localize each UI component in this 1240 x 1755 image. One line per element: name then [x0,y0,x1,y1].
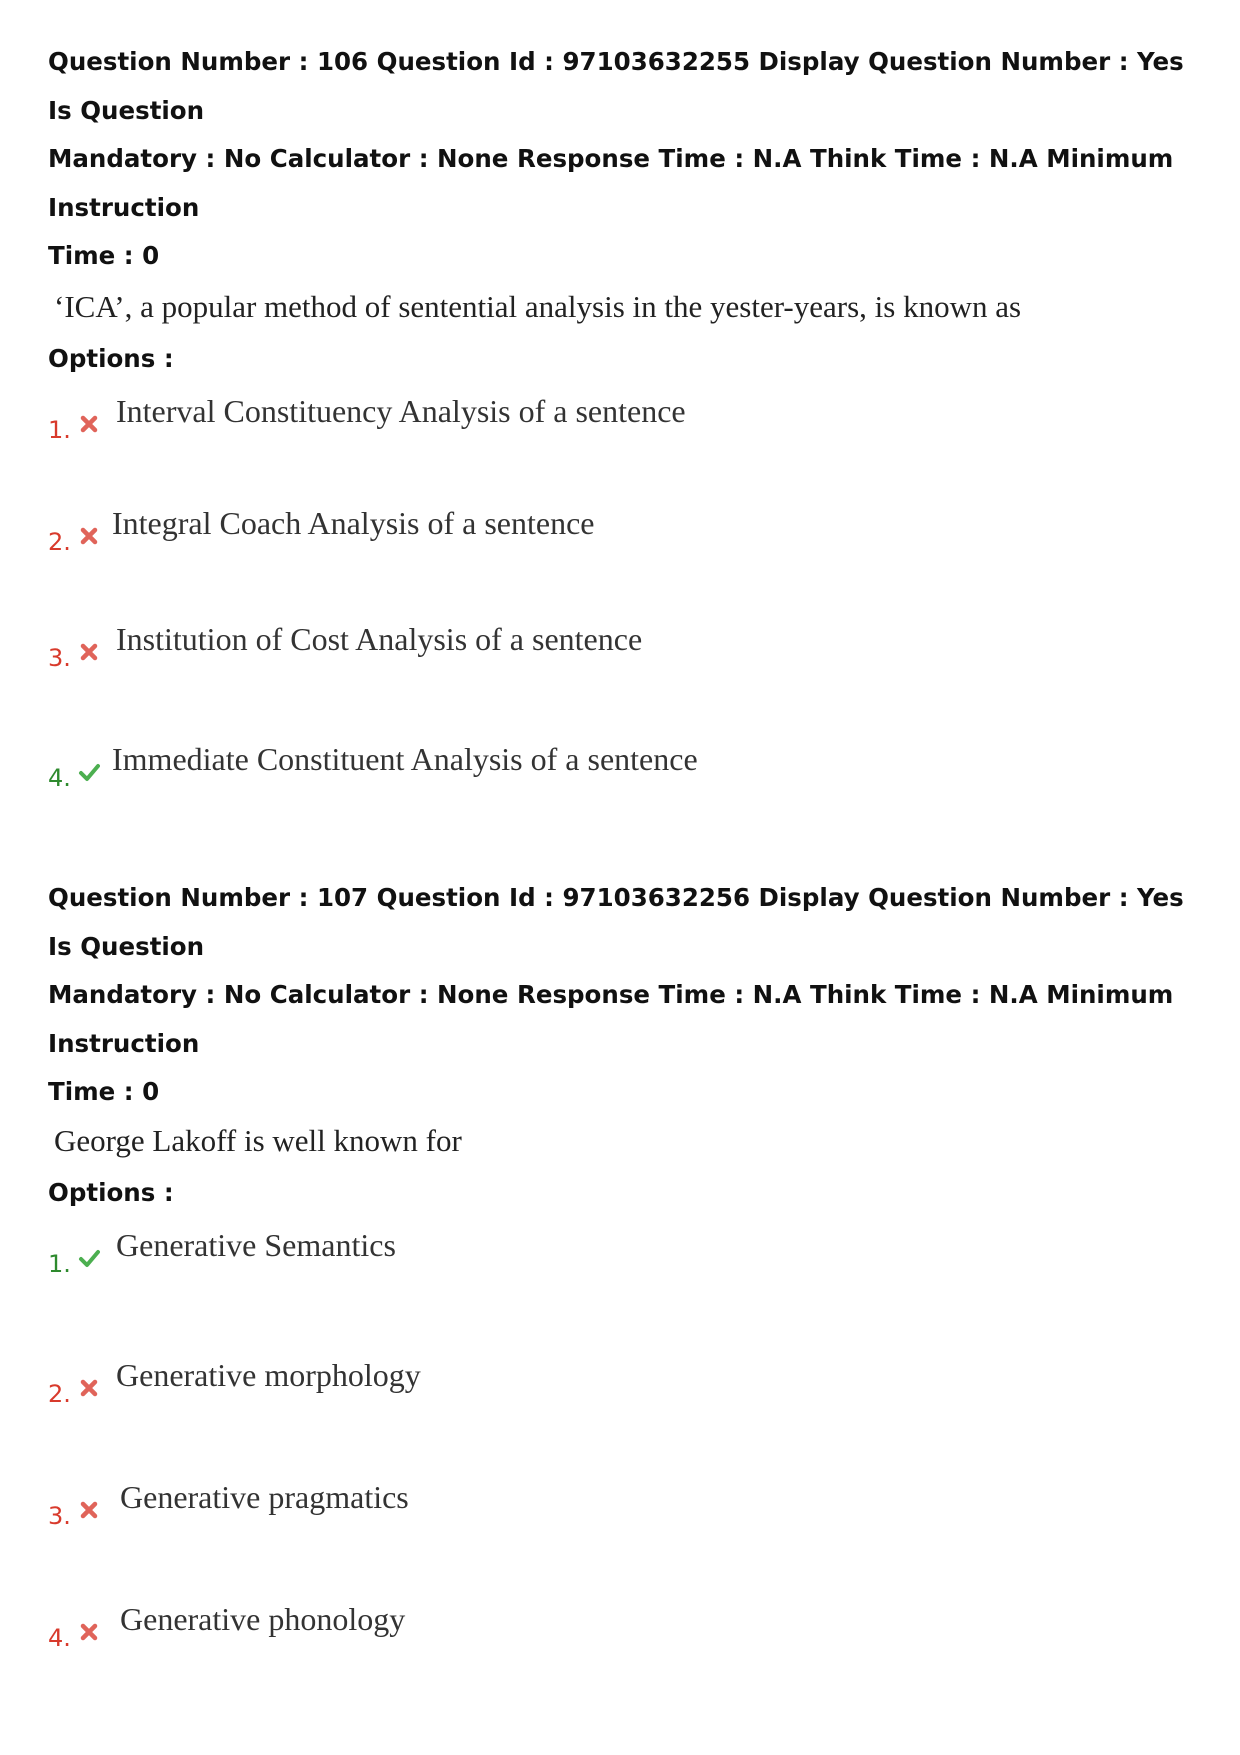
check-icon [78,761,100,783]
cross-icon [78,413,100,435]
options-list [48,1223,1208,1717]
question-block [48,38,1208,857]
question-text: ‘ICA’, a popular method of sentential analysis in the yester-years, is known as [54,288,1022,324]
question-meta-line: Mandatory : No Calculator : None Response Time : N.A Think Time : N.A Minimum Instruction [48,144,1174,222]
option-text: Generative phonology [120,1600,406,1637]
question-block [48,874,1208,1717]
option-text: Generative pragmatics [120,1478,409,1515]
question-text: George Lakoff is well known for [54,1122,462,1158]
option-number: 3. [48,643,71,672]
option-text: Generative Semantics [116,1226,396,1263]
question-meta-line: Question Number : 107 Question Id : 97103632256 Display Question Number : Yes Is Question [48,883,1184,961]
option-item [48,501,1208,617]
option-item [48,1597,1208,1717]
option-item [48,1223,1208,1353]
options-list [48,389,1208,857]
option-item [48,617,1208,737]
cross-icon [78,1621,100,1643]
cross-icon [78,1499,100,1521]
cross-icon [78,641,100,663]
option-number: 1. [48,415,71,444]
option-text: Immediate Constituent Analysis of a sentence [112,740,698,777]
options-label: Options : [48,1177,174,1207]
option-number: 4. [48,1623,71,1652]
question-meta-line: Mandatory : No Calculator : None Response Time : N.A Think Time : N.A Minimum Instruction [48,980,1174,1058]
option-number: 1. [48,1249,71,1278]
option-text: Institution of Cost Analysis of a sentence [116,620,643,657]
option-text: Integral Coach Analysis of a sentence [112,504,595,541]
option-item [48,737,1208,857]
option-number: 4. [48,763,71,792]
question-meta [48,874,1208,1117]
option-item [48,1475,1208,1597]
question-meta [48,38,1208,281]
check-icon [78,1247,100,1269]
option-text: Generative morphology [116,1356,421,1393]
option-number: 3. [48,1501,71,1530]
option-item [48,1353,1208,1475]
option-text: Interval Constituency Analysis of a sentence [116,392,686,429]
question-meta-line: Question Number : 106 Question Id : 97103632255 Display Question Number : Yes Is Question [48,47,1184,125]
option-number: 2. [48,527,71,556]
option-item [48,389,1208,501]
options-label: Options : [48,343,174,373]
option-number: 2. [48,1379,71,1408]
question-meta-line: Time : 0 [48,1077,160,1106]
cross-icon [78,525,100,547]
cross-icon [78,1377,100,1399]
question-meta-line: Time : 0 [48,241,160,270]
